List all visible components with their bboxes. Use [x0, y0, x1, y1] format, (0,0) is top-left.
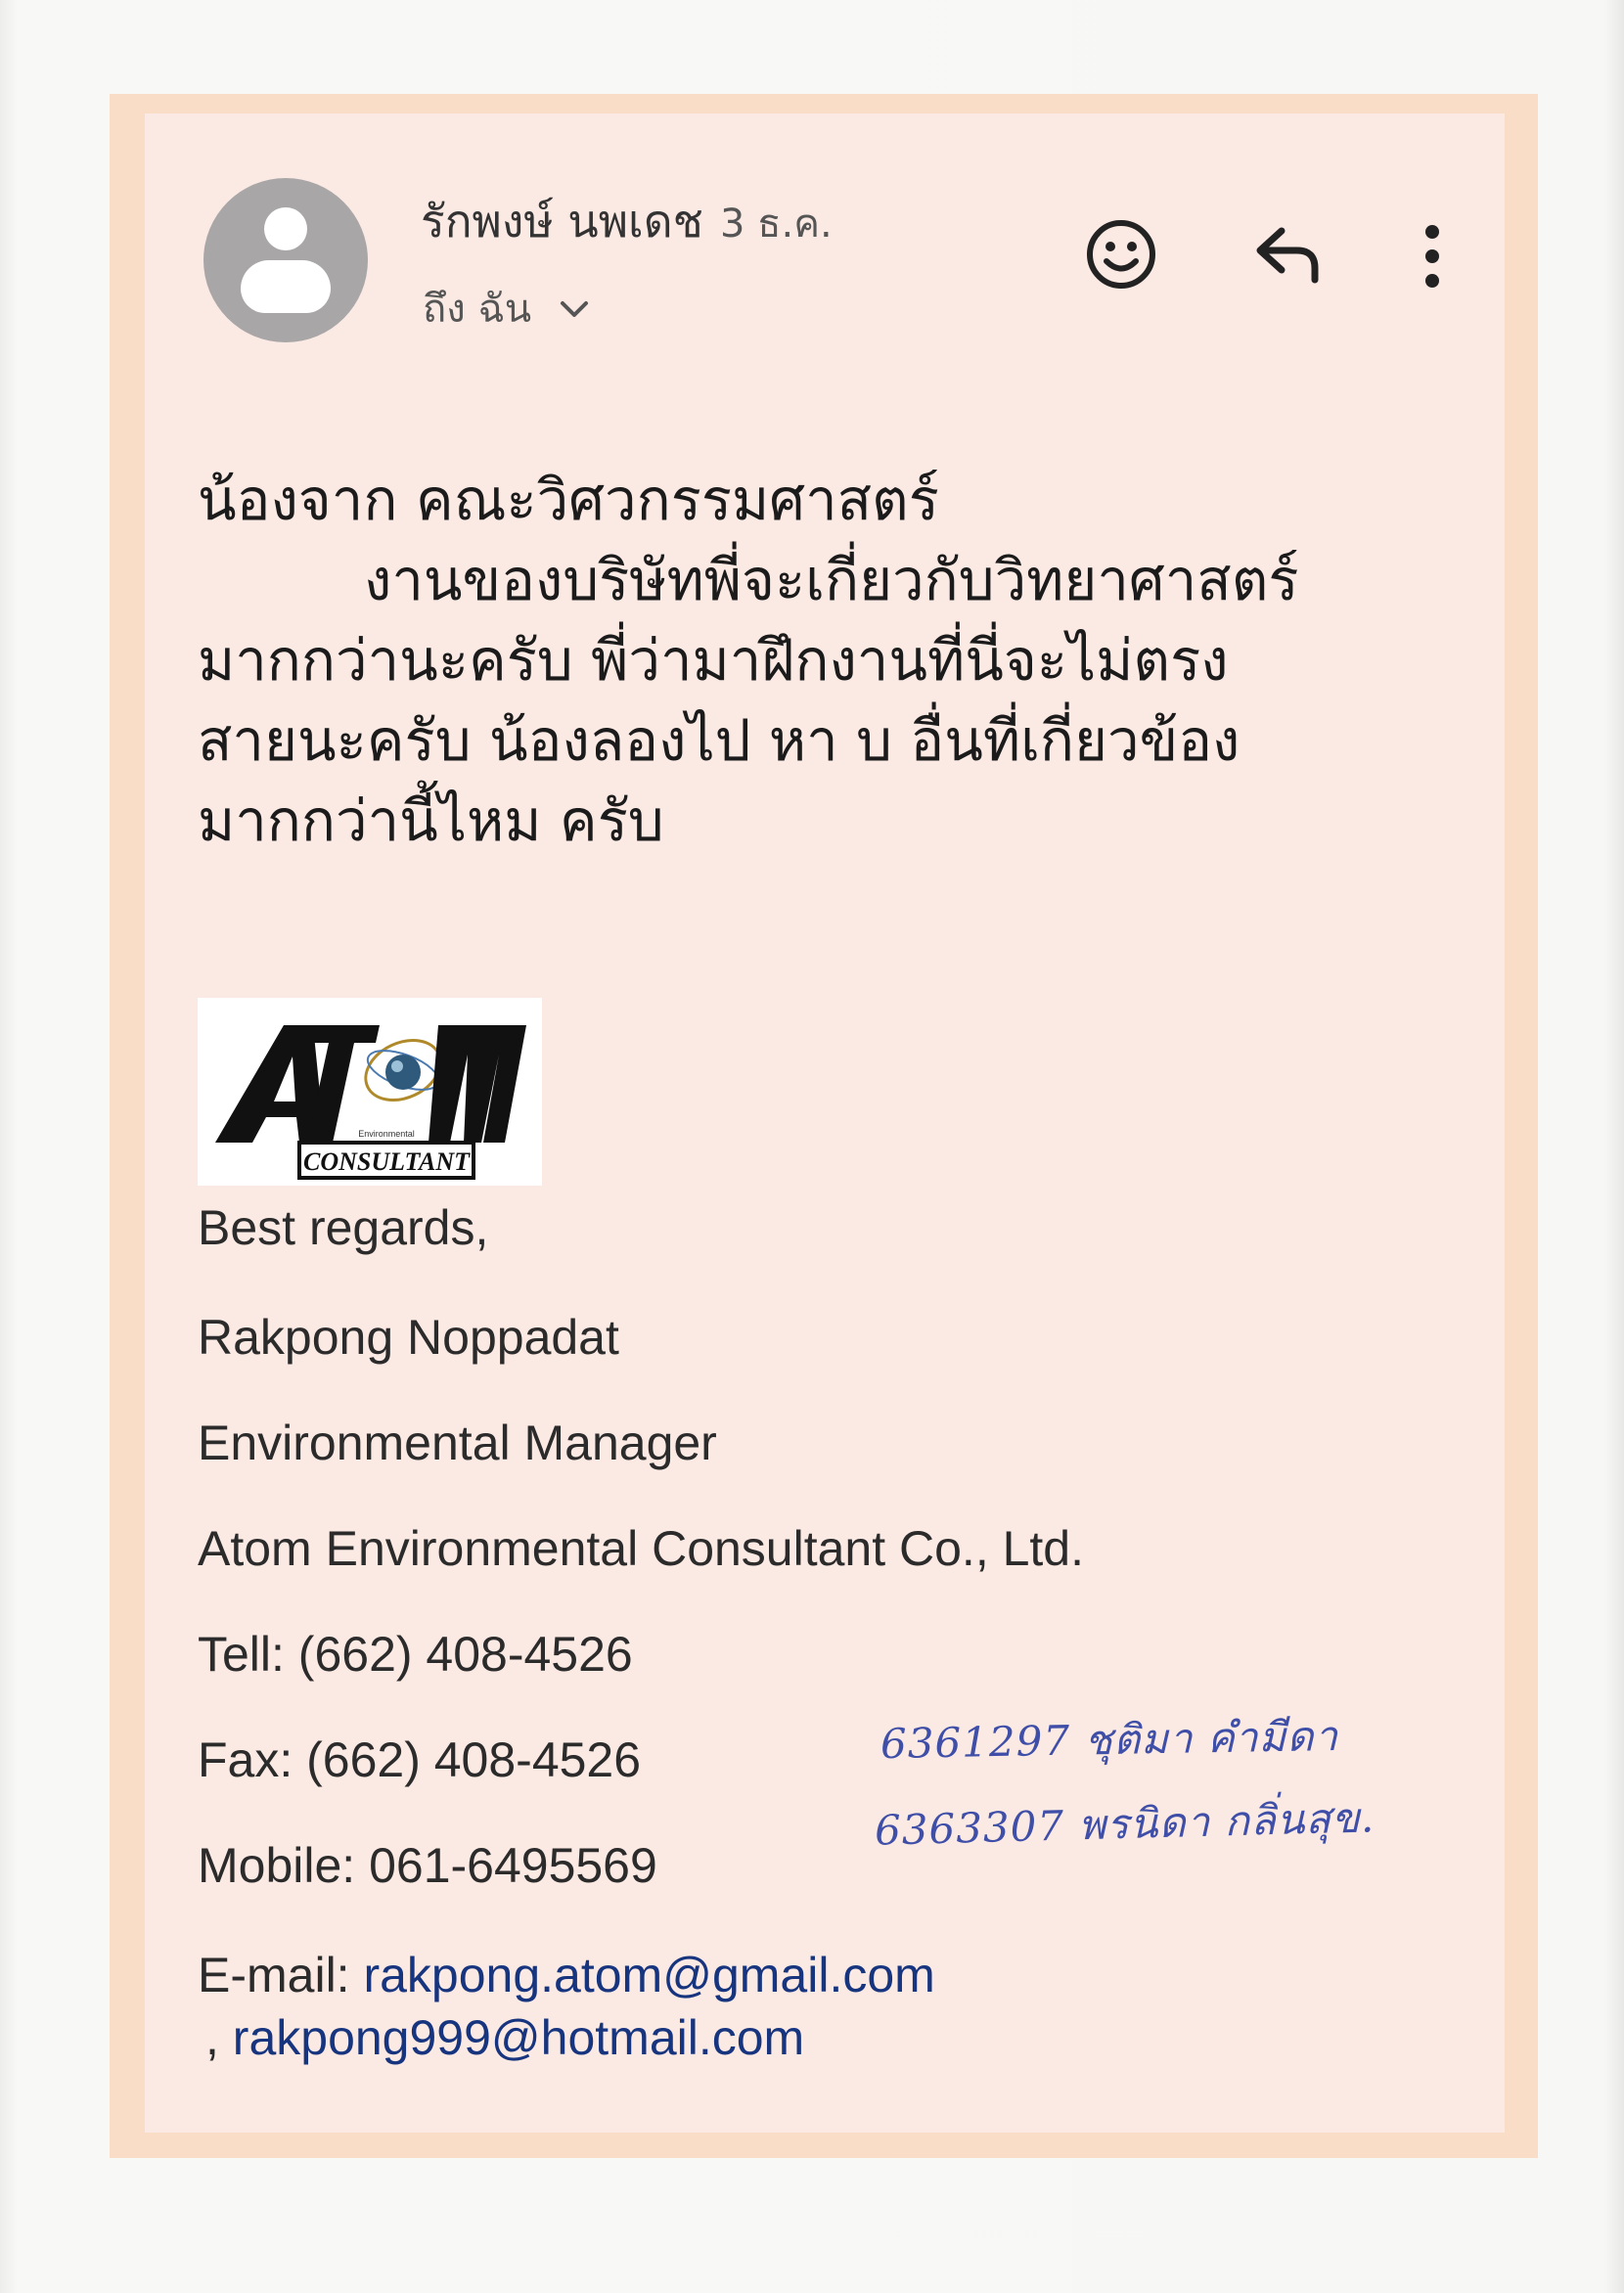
signature-mobile: Mobile: 061-6495569	[198, 1838, 657, 1893]
avatar-head	[264, 207, 307, 250]
signature-name: Rakpong Noppadat	[198, 1310, 619, 1365]
sender-name[interactable]: รักพงษ์ นพเดช	[421, 195, 703, 247]
email-link-gmail[interactable]: rakpong.atom@gmail.com	[363, 1948, 935, 2002]
signature-tel: Tell: (662) 408-4526	[198, 1627, 633, 1682]
avatar-shoulders	[241, 260, 331, 313]
company-logo	[198, 998, 542, 1186]
logo-consultant-text: CONSULTANT	[303, 1147, 470, 1176]
more-vertical-icon[interactable]	[1415, 223, 1450, 290]
logo-small-text: Environmental	[358, 1129, 415, 1139]
smiley-icon[interactable]	[1084, 217, 1158, 292]
message-date: 3 ธ.ค.	[719, 202, 833, 247]
handwritten-note: 6361297 ชุติมา คำมีดา	[880, 1711, 1339, 1769]
body-line: มากกว่านะครับ พี่ว่ามาฝึกงานที่นี่จะไม่ตรง	[198, 627, 1229, 694]
email-separator: ,	[205, 2010, 233, 2065]
recipient-toggle[interactable]	[423, 277, 591, 339]
reply-arrow-icon[interactable]	[1252, 223, 1323, 286]
body-line: มากกว่านี้ไหม ครับ	[198, 787, 664, 854]
body-line: สายนะครับ น้องลองไป หา บ อื่นที่เกี่ยวข้อง	[198, 707, 1241, 774]
email-label: E-mail:	[198, 1948, 364, 2002]
person-avatar-icon[interactable]	[203, 178, 368, 342]
signature-email-2	[205, 2009, 804, 2066]
signature-title: Environmental Manager	[198, 1416, 717, 1470]
message-body	[198, 460, 1469, 861]
signature-email	[198, 1947, 935, 2003]
signature-company: Atom Environmental Consultant Co., Ltd.	[198, 1521, 1085, 1576]
recipient-label: ถึง ฉัน	[423, 287, 532, 332]
email-link-hotmail[interactable]: rakpong999@hotmail.com	[232, 2010, 805, 2065]
body-line: น้องจาก คณะวิศวกรรมศาสตร์	[198, 467, 939, 533]
signature-greeting: Best regards,	[198, 1200, 489, 1255]
sender-line	[421, 186, 833, 257]
handwritten-note: 6363307 พรนิดา กลิ่นสุข.	[874, 1793, 1376, 1855]
chevron-down-icon[interactable]	[558, 286, 591, 331]
body-line: งานของบริษัทพี่จะเกี่ยวกับวิทยาศาสตร์	[364, 547, 1299, 613]
signature-fax: Fax: (662) 408-4526	[198, 1732, 642, 1787]
